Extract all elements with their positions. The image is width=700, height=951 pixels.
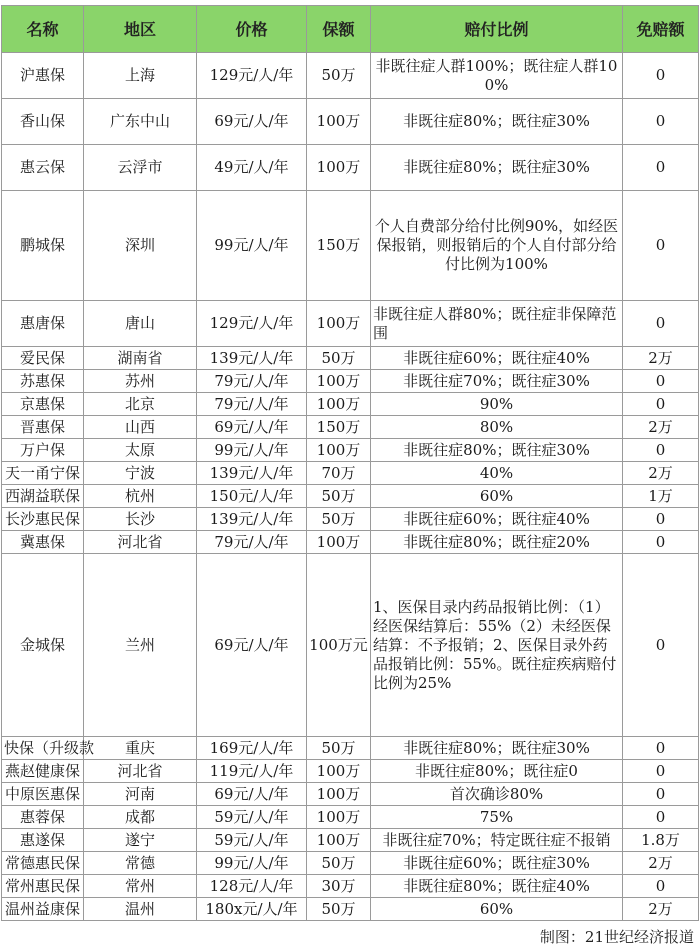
price-cell: 139元/人/年 — [197, 462, 307, 485]
deductible-cell: 2万 — [623, 416, 699, 439]
coverage-cell: 150万 — [307, 416, 371, 439]
region-cell: 长沙 — [84, 508, 197, 531]
price-cell: 69元/人/年 — [197, 416, 307, 439]
price-cell: 69元/人/年 — [197, 99, 307, 145]
table-row — [2, 760, 699, 783]
coverage-cell: 100万 — [307, 393, 371, 416]
region-cell: 河南 — [84, 783, 197, 806]
price-cell: 169元/人/年 — [197, 737, 307, 760]
price-cell: 150元/人/年 — [197, 485, 307, 508]
name-cell: 中原医惠保 — [2, 783, 84, 806]
table-row — [2, 898, 699, 921]
payout-cell: 首次确诊80% — [371, 783, 623, 806]
payout-cell: 非既往症60%；既往症30% — [371, 852, 623, 875]
price-cell: 99元/人/年 — [197, 191, 307, 301]
name-cell: 苏惠保 — [2, 370, 84, 393]
region-cell: 苏州 — [84, 370, 197, 393]
region-cell: 遂宁 — [84, 829, 197, 852]
name-cell: 金城保 — [2, 554, 84, 737]
table-row — [2, 416, 699, 439]
price-cell: 129元/人/年 — [197, 53, 307, 99]
table-row — [2, 191, 699, 301]
region-cell: 深圳 — [84, 191, 197, 301]
table-row — [2, 783, 699, 806]
deductible-cell: 0 — [623, 806, 699, 829]
region-cell: 河北省 — [84, 531, 197, 554]
deductible-cell: 0 — [623, 191, 699, 301]
region-cell: 温州 — [84, 898, 197, 921]
price-cell: 59元/人/年 — [197, 829, 307, 852]
region-cell: 杭州 — [84, 485, 197, 508]
table-row — [2, 531, 699, 554]
name-cell: 爱民保 — [2, 347, 84, 370]
price-cell: 128元/人/年 — [197, 875, 307, 898]
deductible-cell: 0 — [623, 760, 699, 783]
coverage-cell: 50万 — [307, 898, 371, 921]
header-region: 地区 — [84, 6, 197, 53]
table-row — [2, 301, 699, 347]
name-cell: 燕赵健康保 — [2, 760, 84, 783]
price-cell: 180x元/人/年 — [197, 898, 307, 921]
name-cell: 长沙惠民保 — [2, 508, 84, 531]
coverage-cell: 50万 — [307, 852, 371, 875]
deductible-cell: 0 — [623, 737, 699, 760]
name-cell: 鹏城保 — [2, 191, 84, 301]
table-row — [2, 852, 699, 875]
coverage-cell: 100万元 — [307, 554, 371, 737]
coverage-cell: 100万 — [307, 531, 371, 554]
coverage-cell: 100万 — [307, 783, 371, 806]
payout-cell: 非既往症70%；既往症30% — [371, 370, 623, 393]
price-cell: 69元/人/年 — [197, 554, 307, 737]
region-cell: 北京 — [84, 393, 197, 416]
table-row — [2, 737, 699, 760]
table-row — [2, 485, 699, 508]
table-row — [2, 393, 699, 416]
name-cell: 沪惠保 — [2, 53, 84, 99]
header-deductible: 免赔额 — [623, 6, 699, 53]
payout-cell: 40% — [371, 462, 623, 485]
price-cell: 49元/人/年 — [197, 145, 307, 191]
deductible-cell: 0 — [623, 554, 699, 737]
coverage-cell: 50万 — [307, 508, 371, 531]
payout-cell: 非既往症80%；既往症30% — [371, 737, 623, 760]
payout-cell: 非既往症80%；既往症30% — [371, 99, 623, 145]
name-cell: 天一甬宁保 — [2, 462, 84, 485]
table-row — [2, 829, 699, 852]
name-cell: 惠云保 — [2, 145, 84, 191]
region-cell: 宁波 — [84, 462, 197, 485]
price-cell: 79元/人/年 — [197, 393, 307, 416]
region-cell: 山西 — [84, 416, 197, 439]
price-cell: 79元/人/年 — [197, 370, 307, 393]
table-row — [2, 875, 699, 898]
deductible-cell: 0 — [623, 439, 699, 462]
coverage-cell: 100万 — [307, 439, 371, 462]
payout-cell: 个人自费部分给付比例90%，如经医保报销，则报销后的个人自付部分给付比例为100% — [371, 191, 623, 301]
name-cell: 快保（升级款 — [2, 737, 84, 760]
insurance-table — [1, 5, 699, 921]
deductible-cell: 0 — [623, 783, 699, 806]
deductible-cell: 1.8万 — [623, 829, 699, 852]
table-row — [2, 145, 699, 191]
deductible-cell: 0 — [623, 875, 699, 898]
name-cell: 晋惠保 — [2, 416, 84, 439]
name-cell: 常州惠民保 — [2, 875, 84, 898]
name-cell: 常德惠民保 — [2, 852, 84, 875]
payout-cell: 非既往症80%；既往症0 — [371, 760, 623, 783]
price-cell: 139元/人/年 — [197, 347, 307, 370]
table-row — [2, 554, 699, 737]
payout-cell: 非既往症80%；既往症40% — [371, 875, 623, 898]
name-cell: 香山保 — [2, 99, 84, 145]
header-payout-ratio: 赔付比例 — [371, 6, 623, 53]
deductible-cell: 0 — [623, 531, 699, 554]
coverage-cell: 100万 — [307, 301, 371, 347]
deductible-cell: 1万 — [623, 485, 699, 508]
region-cell: 河北省 — [84, 760, 197, 783]
payout-cell: 非既往症80%；既往症30% — [371, 439, 623, 462]
payout-cell: 非既往症人群80%；既往症非保障范围 — [371, 301, 623, 347]
payout-cell: 非既往症80%；既往症20% — [371, 531, 623, 554]
coverage-cell: 100万 — [307, 99, 371, 145]
table-row — [2, 347, 699, 370]
payout-cell: 非既往症70%；特定既往症不报销 — [371, 829, 623, 852]
price-cell: 129元/人/年 — [197, 301, 307, 347]
price-cell: 99元/人/年 — [197, 852, 307, 875]
deductible-cell: 2万 — [623, 852, 699, 875]
payout-cell: 非既往症60%；既往症40% — [371, 347, 623, 370]
region-cell: 常德 — [84, 852, 197, 875]
deductible-cell: 2万 — [623, 898, 699, 921]
deductible-cell: 2万 — [623, 462, 699, 485]
table-row — [2, 806, 699, 829]
payout-cell: 60% — [371, 485, 623, 508]
coverage-cell: 50万 — [307, 53, 371, 99]
coverage-cell: 50万 — [307, 347, 371, 370]
price-cell: 99元/人/年 — [197, 439, 307, 462]
region-cell: 云浮市 — [84, 145, 197, 191]
footer-credit: 制图：21世纪经济报道 — [539, 928, 694, 946]
name-cell: 惠遂保 — [2, 829, 84, 852]
name-cell: 温州益康保 — [2, 898, 84, 921]
table-row — [2, 99, 699, 145]
region-cell: 广东中山 — [84, 99, 197, 145]
region-cell: 上海 — [84, 53, 197, 99]
deductible-cell: 0 — [623, 145, 699, 191]
name-cell: 冀惠保 — [2, 531, 84, 554]
deductible-cell: 0 — [623, 99, 699, 145]
payout-cell: 80% — [371, 416, 623, 439]
coverage-cell: 50万 — [307, 737, 371, 760]
deductible-cell: 0 — [623, 370, 699, 393]
table-row — [2, 439, 699, 462]
region-cell: 常州 — [84, 875, 197, 898]
coverage-cell: 30万 — [307, 875, 371, 898]
name-cell: 惠唐保 — [2, 301, 84, 347]
payout-cell: 非既往症80%；既往症30% — [371, 145, 623, 191]
header-coverage: 保额 — [307, 6, 371, 53]
region-cell: 唐山 — [84, 301, 197, 347]
region-cell: 太原 — [84, 439, 197, 462]
name-cell: 西湖益联保 — [2, 485, 84, 508]
price-cell: 139元/人/年 — [197, 508, 307, 531]
region-cell: 湖南省 — [84, 347, 197, 370]
coverage-cell: 100万 — [307, 370, 371, 393]
region-cell: 成都 — [84, 806, 197, 829]
price-cell: 79元/人/年 — [197, 531, 307, 554]
region-cell: 重庆 — [84, 737, 197, 760]
price-cell: 69元/人/年 — [197, 783, 307, 806]
payout-cell: 75% — [371, 806, 623, 829]
coverage-cell: 100万 — [307, 829, 371, 852]
header-price: 价格 — [197, 6, 307, 53]
payout-cell: 非既往症人群100%；既往症人群100% — [371, 53, 623, 99]
table-row — [2, 370, 699, 393]
name-cell: 惠蓉保 — [2, 806, 84, 829]
table-row — [2, 53, 699, 99]
header-name: 名称 — [2, 6, 84, 53]
price-cell: 119元/人/年 — [197, 760, 307, 783]
table-row — [2, 462, 699, 485]
price-cell: 59元/人/年 — [197, 806, 307, 829]
payout-cell: 1、医保目录内药品报销比例：（1）经医保结算后：55%（2）未经医保结算：不予报销；2、医保目录外药品报销比例：55%。既往症疾病赔付比例为25% — [371, 554, 623, 737]
name-cell: 京惠保 — [2, 393, 84, 416]
deductible-cell: 0 — [623, 301, 699, 347]
coverage-cell: 100万 — [307, 806, 371, 829]
coverage-cell: 150万 — [307, 191, 371, 301]
payout-cell: 90% — [371, 393, 623, 416]
table-row — [2, 508, 699, 531]
coverage-cell: 70万 — [307, 462, 371, 485]
name-cell: 万户保 — [2, 439, 84, 462]
deductible-cell: 0 — [623, 508, 699, 531]
payout-cell: 60% — [371, 898, 623, 921]
deductible-cell: 0 — [623, 393, 699, 416]
header-row — [2, 6, 699, 53]
payout-cell: 非既往症60%；既往症40% — [371, 508, 623, 531]
coverage-cell: 50万 — [307, 485, 371, 508]
deductible-cell: 0 — [623, 53, 699, 99]
coverage-cell: 100万 — [307, 145, 371, 191]
deductible-cell: 2万 — [623, 347, 699, 370]
region-cell: 兰州 — [84, 554, 197, 737]
coverage-cell: 100万 — [307, 760, 371, 783]
